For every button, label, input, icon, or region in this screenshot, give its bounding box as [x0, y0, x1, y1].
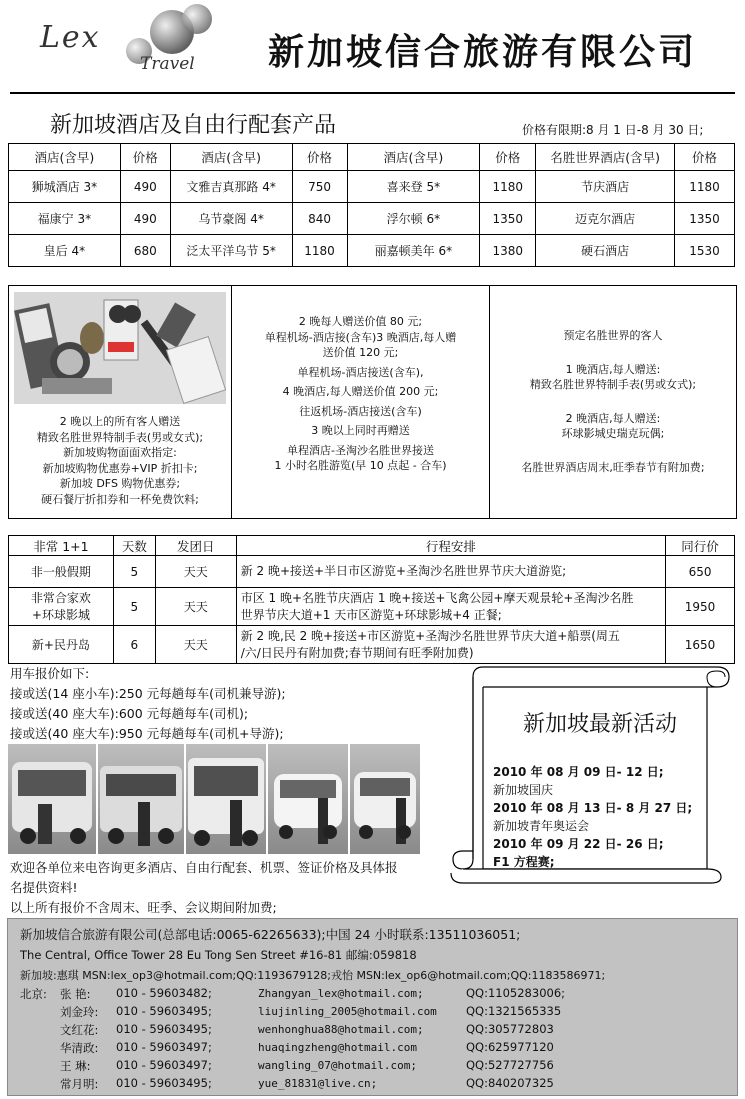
- activity-date: 2010 年 09 月 22 日- 26 日;: [493, 837, 664, 851]
- table-cell: 1350: [480, 203, 536, 235]
- hotel-price-table: [8, 143, 735, 267]
- promo-text-line: 往返机场-酒店接送(含车): [299, 404, 422, 418]
- promo-text-line: 预定名胜世界的客人: [563, 329, 663, 342]
- contact-address: The Central, Office Tower 28 Eu Tong Sen Street #16-81 邮编:059818: [20, 948, 417, 962]
- table-cell: 1180: [480, 171, 536, 203]
- promo-text-line: 单程酒店-圣淘沙名胜世界接送: [287, 443, 434, 457]
- column-header: 名胜世界酒店(含早): [536, 144, 675, 171]
- page-subtitle: 新加坡酒店及自由行配套产品: [50, 113, 337, 138]
- promo-text-line: 1 晚酒店,每人赠送:: [565, 362, 661, 376]
- promo-text-line: 精致名胜世界特制手表(男或女式);: [36, 430, 204, 444]
- table-row: [9, 171, 735, 203]
- column-header: 天数: [113, 536, 155, 556]
- promo-text-line: 环球影城史瑞克玩偶;: [561, 427, 665, 440]
- contact-tel: 010 - 59603495;: [116, 1004, 212, 1018]
- package-departure: 天天: [155, 626, 236, 664]
- watch-gift-photo: [14, 292, 226, 404]
- car-price-title: 用车报价如下:: [10, 666, 90, 681]
- contact-qq: QQ:1321565335: [466, 1004, 562, 1018]
- column-header: 价格: [292, 144, 347, 171]
- welcome-text: 以上所有报价不含周末、旺季、会议期间附加费;: [10, 900, 277, 915]
- promo-text-line: 名胜世界酒店周末,旺季春节有附加费;: [521, 460, 705, 474]
- package-itinerary: [236, 556, 665, 588]
- table-cell: 1180: [675, 171, 735, 203]
- vehicle-photos: [8, 744, 420, 854]
- welcome-text: 欢迎各单位来电咨询更多酒店、自由行配套、机票、签证价格及具体报: [10, 860, 398, 875]
- promo-text-line: 2 晚每人赠送价值 80 元;: [298, 315, 423, 328]
- activity-name: 新加坡国庆: [493, 783, 554, 797]
- table-cell: 乌节豪阁 4*: [170, 203, 292, 235]
- package-itinerary: [236, 626, 665, 664]
- column-header: 行程安排: [236, 536, 665, 556]
- package-price: 650: [666, 556, 735, 588]
- table-cell: 狮城酒店 3*: [9, 171, 121, 203]
- contact-tel: 010 - 59603482;: [116, 986, 212, 1000]
- column-header: 非常 1+1: [9, 536, 114, 556]
- price-validity: 价格有限期:8 月 1 日-8 月 30 日;: [522, 123, 704, 137]
- promo-text-line: 2 晚酒店,每人赠送:: [565, 411, 661, 425]
- logo-lex-text: Lex: [40, 20, 101, 55]
- itinerary-line: /六/日民丹有附加费;春节期间有旺季附加费): [240, 645, 474, 660]
- contact-qq: QQ:305772803: [466, 1022, 554, 1036]
- contact-tel: 010 - 59603495;: [116, 1076, 212, 1090]
- table-cell: 840: [292, 203, 347, 235]
- contact-qq: QQ:1105283006;: [466, 986, 566, 1000]
- column-header: 酒店(含早): [170, 144, 292, 171]
- activity-title: 新加坡最新活动: [523, 712, 678, 737]
- column-header: 价格: [120, 144, 170, 171]
- promo-text-line: 硬石餐厅折扣券和一杯免费饮料;: [41, 492, 199, 506]
- package-name: [9, 556, 114, 588]
- table-row: [9, 203, 735, 235]
- activity-name: F1 方程赛;: [493, 855, 555, 869]
- itinerary-line: 市区 1 晚+名胜节庆酒店 1 晚+接送+飞禽公园+摩天观景轮+圣淘沙名胜: [240, 590, 634, 605]
- itinerary-line: 世界节庆大道+1 天市区游览+环球影城+4 正餐;: [240, 607, 502, 622]
- table-cell: 硬石酒店: [536, 235, 675, 267]
- contact-tel: 010 - 59603497;: [116, 1058, 212, 1072]
- table-cell: 浮尔顿 6*: [347, 203, 480, 235]
- table-cell: 1350: [675, 203, 735, 235]
- table-cell: 福康宁 3*: [9, 203, 121, 235]
- table-cell: 1180: [292, 235, 347, 267]
- promo-text-line: 1 小时名胜游览(早 10 点起 - 合车): [274, 459, 447, 472]
- package-days: 6: [113, 626, 155, 664]
- contact-qq: QQ:625977120: [466, 1040, 554, 1054]
- column-header: 酒店(含早): [9, 144, 121, 171]
- contact-name: 常月明:: [60, 1077, 99, 1091]
- activity-date: 2010 年 08 月 13 日- 8 月 27 日;: [493, 801, 693, 815]
- column-header: 价格: [480, 144, 536, 171]
- table-header-row: [9, 536, 735, 556]
- table-cell: 文雅吉真那路 4*: [170, 171, 292, 203]
- contact-qq: QQ:527727756: [466, 1058, 554, 1072]
- promo-text-line: 3 晚以上同时再赠送: [311, 424, 410, 437]
- promo-text-line: 精致名胜世界特制手表(男或女式);: [529, 378, 697, 391]
- table-cell: 丽嘉顿美年 6*: [347, 235, 480, 267]
- table-cell: 皇后 4*: [9, 235, 121, 267]
- table-header-row: [9, 144, 735, 171]
- contact-singapore: 新加坡:惠琪 MSN:lex_op3@hotmail.com;QQ:1193679128;戎怡 MSN:lex_op6@hotmail.com;QQ:1183586971;: [20, 969, 606, 982]
- contact-headline: 新加坡信合旅游有限公司(总部电话:0065-62265633);中国 24 小时联系:13511036051;: [20, 927, 521, 942]
- activity-date: 2010 年 08 月 09 日- 12 日;: [493, 765, 664, 779]
- company-title: 新加坡信合旅游有限公司: [268, 32, 698, 73]
- contact-email: wangling_07@hotmail.com;: [258, 1059, 417, 1072]
- column-header: 发团日: [155, 536, 236, 556]
- table-cell: 节庆酒店: [536, 171, 675, 203]
- promo-text-line: 新加坡 DFS 购物优惠券;: [59, 477, 181, 490]
- package-days: 5: [113, 588, 155, 626]
- contact-email: yue_81831@live.cn;: [258, 1077, 378, 1090]
- table-cell: 490: [120, 203, 170, 235]
- contact-name: 华清政:: [60, 1041, 99, 1055]
- package-name-line: 非一般假期: [30, 565, 91, 579]
- package-departure: 天天: [155, 588, 236, 626]
- bus-photo: [98, 744, 184, 854]
- contact-tel: 010 - 59603495;: [116, 1022, 212, 1036]
- itinerary-line: 新 2 晚+接送+半日市区游览+圣淘沙名胜世界节庆大道游览;: [240, 564, 567, 578]
- package-price: 1950: [666, 588, 735, 626]
- tour-package-table: [8, 535, 735, 664]
- itinerary-line: 新 2 晚,民 2 晚+接送+市区游览+圣淘沙名胜世界节庆大道+船票(周五: [240, 628, 620, 643]
- activity-scroll: [445, 663, 740, 885]
- contact-email: huaqingzheng@hotmail.com: [258, 1041, 417, 1054]
- contact-beijing-label: 北京:: [20, 987, 47, 1001]
- van-photo: [350, 744, 420, 854]
- contact-name: 刘金玲:: [60, 1005, 99, 1019]
- bus-photo: [8, 744, 96, 854]
- package-name: [9, 626, 114, 664]
- table-cell: 1380: [480, 235, 536, 267]
- contact-tel: 010 - 59603497;: [116, 1040, 212, 1054]
- company-logo: [30, 8, 230, 78]
- promo-text-line: 新加坡购物面面欢指定:: [63, 446, 177, 459]
- contact-box: [7, 918, 738, 1096]
- table-cell: 680: [120, 235, 170, 267]
- contact-email: wenhonghua88@hotmail.com;: [258, 1023, 424, 1036]
- header-divider: [10, 92, 735, 94]
- logo-travel-text: Travel: [140, 54, 195, 74]
- promo-text-line: 2 晚以上的所有客人赠送: [59, 415, 181, 428]
- table-row: [9, 556, 735, 588]
- package-name-line: 非常合家欢: [30, 590, 91, 605]
- promo-text-line: 单程机场-酒店接(含车)3 晚酒店,每人赠: [264, 330, 457, 344]
- table-row: [9, 235, 735, 267]
- column-header: 酒店(含早): [347, 144, 480, 171]
- promo-column-resort: [490, 286, 736, 518]
- promo-text-line: 新加坡购物优惠券+VIP 折扣卡;: [42, 461, 198, 475]
- contact-name: 王 琳:: [60, 1059, 91, 1073]
- table-cell: 490: [120, 171, 170, 203]
- promo-column-gifts: [9, 286, 232, 518]
- welcome-text: 名提供资料!: [10, 880, 78, 895]
- contact-email: Zhangyan_lex@hotmail.com;: [258, 987, 424, 1000]
- car-price-line: 接或送(14 座小车):250 元每趟每车(司机兼导游);: [10, 686, 286, 701]
- bus-photo: [186, 744, 266, 854]
- promotion-box: [8, 285, 737, 519]
- package-price: 1650: [666, 626, 735, 664]
- table-cell: 喜来登 5*: [347, 171, 480, 203]
- promo-text-line: 4 晚酒店,每人赠送价值 200 元;: [282, 385, 439, 398]
- package-departure: 天天: [155, 556, 236, 588]
- column-header: 同行价: [666, 536, 735, 556]
- column-header: 价格: [675, 144, 735, 171]
- table-cell: 泛太平洋乌节 5*: [170, 235, 292, 267]
- promo-text-line: 送价值 120 元;: [322, 346, 399, 359]
- package-name-line: 新+民丹岛: [31, 638, 90, 652]
- package-name: [9, 588, 114, 626]
- contact-qq: QQ:840207325: [466, 1076, 554, 1090]
- table-cell: 1530: [675, 235, 735, 267]
- van-photo: [268, 744, 348, 854]
- package-days: 5: [113, 556, 155, 588]
- contact-name: 文红花:: [60, 1023, 99, 1037]
- car-price-line: 接或送(40 座大车):950 元每趟每车(司机+导游);: [10, 726, 284, 741]
- promo-text-line: 单程机场-酒店接送(含车),: [297, 365, 424, 379]
- table-row: [9, 588, 735, 626]
- table-cell: 750: [292, 171, 347, 203]
- table-row: [9, 626, 735, 664]
- table-cell: 迈克尔酒店: [536, 203, 675, 235]
- activity-name: 新加坡青年奥运会: [493, 819, 590, 833]
- contact-name: 张 艳:: [60, 987, 91, 1001]
- contact-email: liujinling_2005@hotmail.com: [258, 1005, 437, 1018]
- car-price-line: 接或送(40 座大车):600 元每趟每车(司机);: [10, 706, 249, 721]
- package-itinerary: [236, 588, 665, 626]
- package-name-line: +环球影城: [31, 607, 90, 622]
- promo-column-transfers: [232, 286, 490, 518]
